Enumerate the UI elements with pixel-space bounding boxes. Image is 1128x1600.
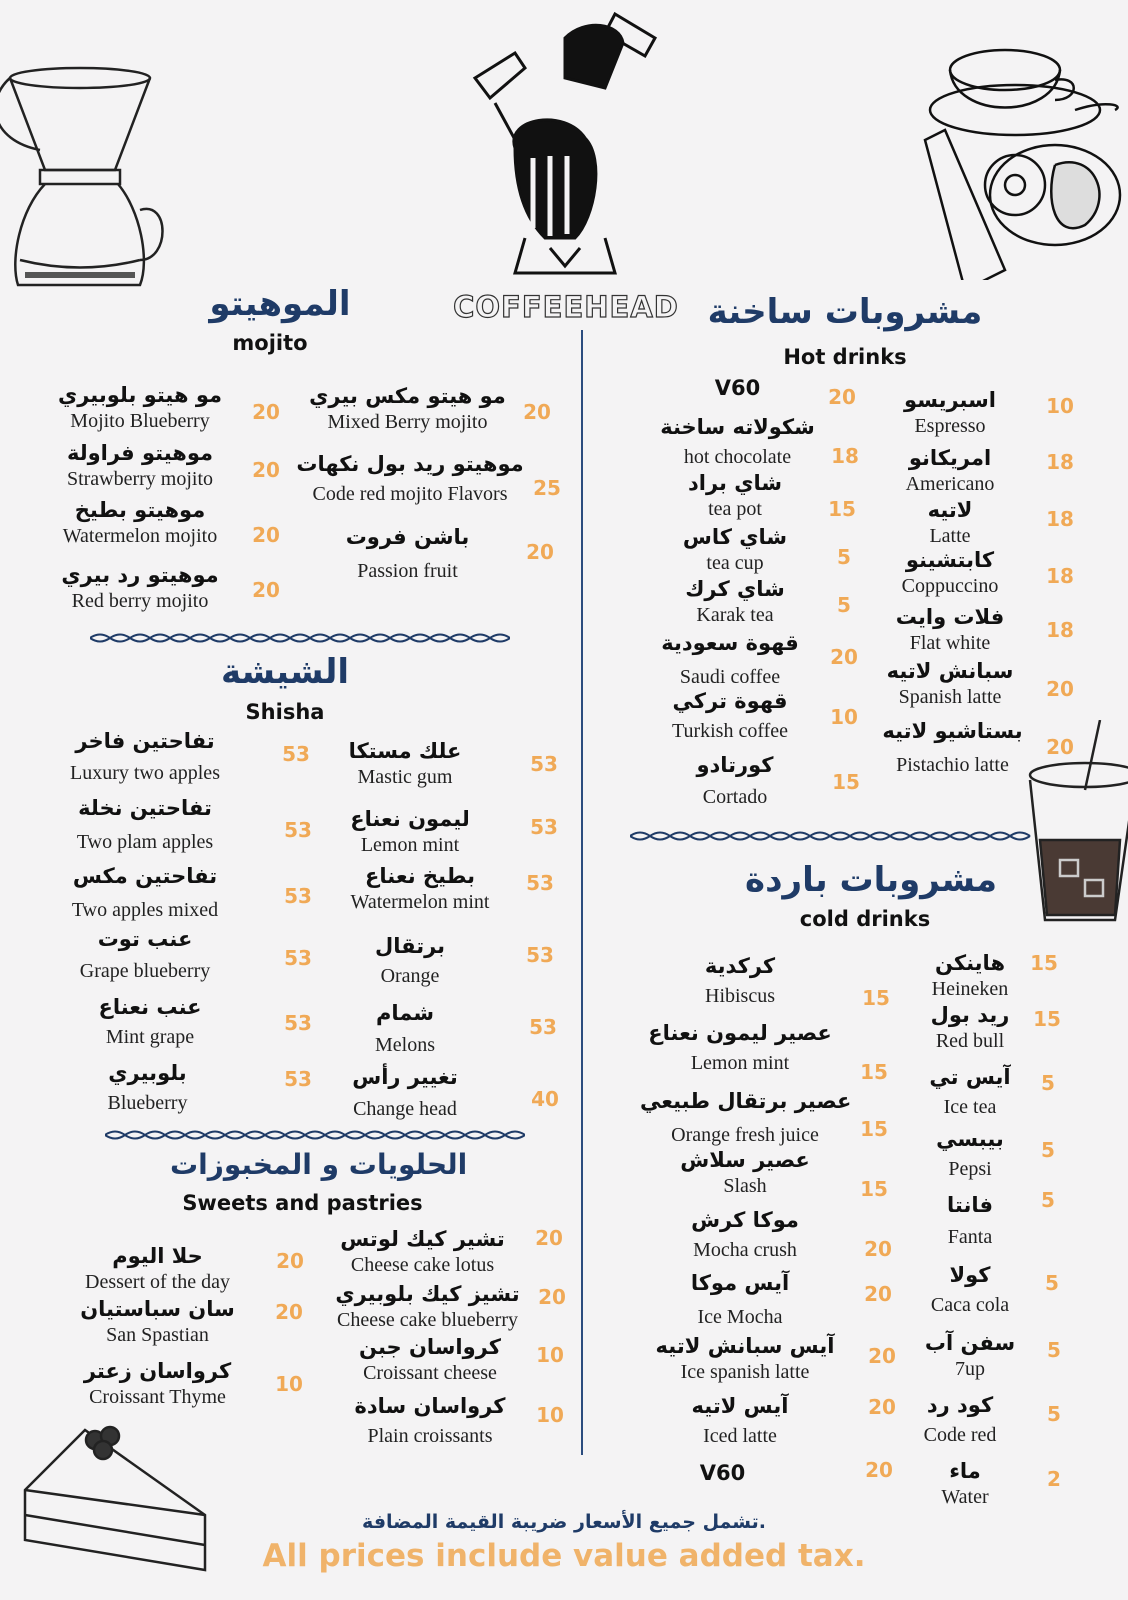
item-price: 20 bbox=[830, 645, 858, 669]
menu-item: آيس لاتيه Iced latte bbox=[691, 1394, 789, 1447]
item-price: 15 bbox=[862, 986, 890, 1010]
menu-item: ريد بول Red bull bbox=[930, 1003, 1010, 1052]
item-price: 20 bbox=[252, 458, 280, 482]
menu-item: قهوة سعودية Saudi coffee bbox=[661, 631, 799, 688]
menu-item: لاتيه Latte bbox=[927, 498, 973, 547]
item-price: 15 bbox=[860, 1117, 888, 1141]
item-price: 15 bbox=[860, 1060, 888, 1084]
item-price: 20 bbox=[276, 1249, 304, 1273]
item-price: 53 bbox=[530, 815, 558, 839]
menu-item: تفاحتين نخلة Two plam apples bbox=[76, 796, 214, 853]
item-price: 5 bbox=[837, 593, 851, 617]
menu-item: تفاحتين فاخر Luxury two apples bbox=[70, 729, 220, 784]
menu-item: شاي كرك Karak tea bbox=[685, 577, 785, 626]
menu-item: كرواسان سادة Plain croissants bbox=[354, 1394, 506, 1447]
item-price: 53 bbox=[284, 884, 312, 908]
menu-item: برتقال Orange bbox=[374, 934, 446, 987]
menu-item: ماء Water bbox=[941, 1459, 989, 1508]
menu-item: سبانش لاتيه Spanish latte bbox=[886, 659, 1014, 708]
item-price: 53 bbox=[284, 1011, 312, 1035]
menu-item: بيبسي Pepsi bbox=[936, 1127, 1004, 1180]
menu-item: عنب نعناع Mint grape bbox=[98, 995, 202, 1048]
menu-item: عنب توت Grape blueberry bbox=[79, 927, 211, 982]
item-price: 53 bbox=[284, 818, 312, 842]
menu-item: سان سباستيان San Spastian bbox=[80, 1297, 235, 1346]
item-price: 5 bbox=[1045, 1271, 1059, 1295]
item-price: 20 bbox=[1046, 735, 1074, 759]
menu-item: موهيتو ريد بول نكهات Code red mojito Flavors bbox=[296, 452, 524, 505]
menu-item: تغيير رأس Change head bbox=[352, 1065, 458, 1120]
item-price: 20 bbox=[526, 540, 554, 564]
menu-item: آيس سبانش لاتيه Ice spanish latte bbox=[655, 1334, 835, 1383]
item-price: 53 bbox=[526, 943, 554, 967]
mojito-title-en: mojito bbox=[232, 331, 308, 355]
wave-divider bbox=[90, 631, 510, 645]
item-price: 5 bbox=[1041, 1071, 1055, 1095]
menu-item: عصير سلاش Slash bbox=[680, 1148, 810, 1197]
item-price: 10 bbox=[536, 1403, 564, 1427]
menu-item: حلا اليوم Dessert of the day bbox=[85, 1244, 230, 1293]
hot-drinks-title-ar: مشروبات ساخنة bbox=[707, 292, 983, 332]
item-price: 20 bbox=[252, 578, 280, 602]
coffee-dripper-illustration bbox=[0, 60, 170, 300]
menu-item: مو هيتو مكس بيري Mixed Berry mojito bbox=[309, 384, 506, 433]
hot-drinks-title-en: Hot drinks bbox=[783, 345, 907, 369]
menu-item: تفاحتين مكس Two apples mixed bbox=[71, 864, 219, 921]
menu-item: سفن آب 7up bbox=[924, 1331, 1016, 1380]
menu-item: آيس موكا Ice Mocha bbox=[690, 1271, 790, 1328]
item-price: 5 bbox=[1041, 1138, 1055, 1162]
menu-item: علك مستكا Mastic gum bbox=[348, 739, 462, 788]
menu-item: V60 bbox=[699, 1461, 746, 1485]
menu-item: فلات وايت Flat white bbox=[895, 605, 1005, 654]
menu-item: موهيتو فراولة Strawberry mojito bbox=[66, 441, 214, 490]
menu-item: شمام Melons bbox=[375, 1001, 435, 1056]
menu-item: آيس تي Ice tea bbox=[929, 1065, 1011, 1118]
menu-item: كابتشينو Coppuccino bbox=[901, 548, 999, 597]
menu-item: موكا كرش Mocha crush bbox=[691, 1208, 799, 1261]
item-price: 20 bbox=[252, 523, 280, 547]
item-price: 5 bbox=[1047, 1402, 1061, 1426]
menu-item: شاي كاس tea cup bbox=[682, 525, 788, 574]
coffeehead-logo-illustration bbox=[455, 8, 680, 283]
menu-item: شكولاته ساخنة hot chocolate bbox=[660, 415, 815, 468]
menu-item: ليمون نعناع Lemon mint bbox=[350, 807, 470, 856]
menu-item: تشير كيك لوتس Cheese cake lotus bbox=[340, 1227, 505, 1276]
item-price: 10 bbox=[830, 705, 858, 729]
item-price: 25 bbox=[533, 476, 561, 500]
menu-item: موهيتو رد بيري Red berry mojito bbox=[61, 563, 219, 612]
item-price: 20 bbox=[523, 400, 551, 424]
item-price: 20 bbox=[828, 385, 856, 409]
item-price: 15 bbox=[860, 1177, 888, 1201]
menu-item: بلوبيري Blueberry bbox=[107, 1061, 188, 1114]
item-price: 5 bbox=[837, 545, 851, 569]
item-price: 18 bbox=[1046, 507, 1074, 531]
menu-item: كرواسان زعتر Croissant Thyme bbox=[83, 1359, 232, 1408]
item-price: 15 bbox=[1033, 1007, 1061, 1031]
item-price: 5 bbox=[1047, 1338, 1061, 1362]
item-price: 18 bbox=[1046, 618, 1074, 642]
item-price: 20 bbox=[535, 1226, 563, 1250]
menu-item: بطيخ نعناع Watermelon mint bbox=[350, 864, 490, 913]
cold-drinks-title-ar: مشروبات باردة bbox=[745, 860, 998, 900]
wave-divider bbox=[105, 1128, 525, 1142]
item-price: 20 bbox=[252, 400, 280, 424]
item-price: 53 bbox=[282, 742, 310, 766]
menu-item: كود رد Code red bbox=[923, 1393, 997, 1446]
mojito-title-ar: الموهيتو bbox=[209, 284, 351, 324]
item-price: 10 bbox=[536, 1343, 564, 1367]
item-price: 53 bbox=[530, 752, 558, 776]
menu-item: امريكانو Americano bbox=[905, 446, 995, 495]
column-divider bbox=[581, 330, 583, 1455]
item-price: 20 bbox=[275, 1300, 303, 1324]
item-price: 53 bbox=[284, 946, 312, 970]
item-price: 40 bbox=[531, 1087, 559, 1111]
item-price: 53 bbox=[284, 1067, 312, 1091]
menu-item: تشيز كيك بلوبيري Cheese cake blueberry bbox=[335, 1282, 520, 1331]
menu-item: باشن فروت Passion fruit bbox=[345, 525, 470, 582]
cup-and-donut-illustration bbox=[905, 30, 1125, 280]
menu-item: شاي براد tea pot bbox=[687, 471, 783, 520]
item-price: 18 bbox=[1046, 564, 1074, 588]
item-price: 10 bbox=[1046, 394, 1074, 418]
menu-item: فانتا Fanta bbox=[947, 1193, 993, 1248]
item-price: 53 bbox=[529, 1015, 557, 1039]
shisha-title-ar: الشيشة bbox=[220, 652, 350, 692]
item-price: 18 bbox=[1046, 450, 1074, 474]
item-price: 2 bbox=[1047, 1467, 1061, 1491]
menu-item: كولا Caca cola bbox=[930, 1263, 1010, 1316]
item-price: 15 bbox=[1030, 951, 1058, 975]
tax-note-ar: تشمل جميع الأسعار ضريبة القيمة المضافة. bbox=[362, 1511, 766, 1533]
item-price: 20 bbox=[1046, 677, 1074, 701]
menu-item: موهيتو بطيخ Watermelon mojito bbox=[62, 498, 218, 547]
menu-item: كورتادو Cortado bbox=[696, 753, 774, 808]
item-price: 10 bbox=[275, 1372, 303, 1396]
brand-logo-text: COFFEEHEAD bbox=[453, 290, 679, 324]
cold-drinks-title-en: cold drinks bbox=[799, 907, 931, 931]
item-price: 15 bbox=[832, 770, 860, 794]
item-price: 5 bbox=[1041, 1188, 1055, 1212]
item-price: 20 bbox=[538, 1285, 566, 1309]
sweets-title-en: Sweets and pastries bbox=[182, 1191, 423, 1215]
menu-item: V60 bbox=[714, 376, 761, 400]
tax-note-en: All prices include value added tax. bbox=[262, 1538, 866, 1574]
item-price: 20 bbox=[868, 1344, 896, 1368]
menu-item: هاينكن Heineken bbox=[931, 951, 1009, 1000]
menu-item: كرواسان جبن Croissant cheese bbox=[359, 1335, 501, 1384]
menu-item: بستاشيو لاتيه Pistachio latte bbox=[882, 719, 1023, 776]
menu-item: مو هيتو بلوبيري Mojito Blueberry bbox=[57, 383, 223, 432]
menu-item: عصير ليمون نعناع Lemon mint bbox=[648, 1021, 832, 1074]
sweets-title-ar: الحلويات و المخبوزات bbox=[170, 1148, 468, 1181]
menu-item: كركدية Hibiscus bbox=[704, 954, 776, 1007]
item-price: 20 bbox=[865, 1458, 893, 1482]
menu-item: قهوة تركي Turkish coffee bbox=[671, 689, 789, 742]
item-price: 20 bbox=[864, 1282, 892, 1306]
menu-item: عصير برتقال طبيعي Orange fresh juice bbox=[640, 1089, 852, 1146]
item-price: 20 bbox=[864, 1237, 892, 1261]
shisha-title-en: Shisha bbox=[245, 700, 325, 724]
item-price: 53 bbox=[526, 871, 554, 895]
wave-divider bbox=[630, 829, 1040, 843]
menu-item: اسبريسو Espresso bbox=[904, 388, 996, 437]
item-price: 18 bbox=[831, 444, 859, 468]
item-price: 20 bbox=[868, 1395, 896, 1419]
item-price: 15 bbox=[828, 497, 856, 521]
